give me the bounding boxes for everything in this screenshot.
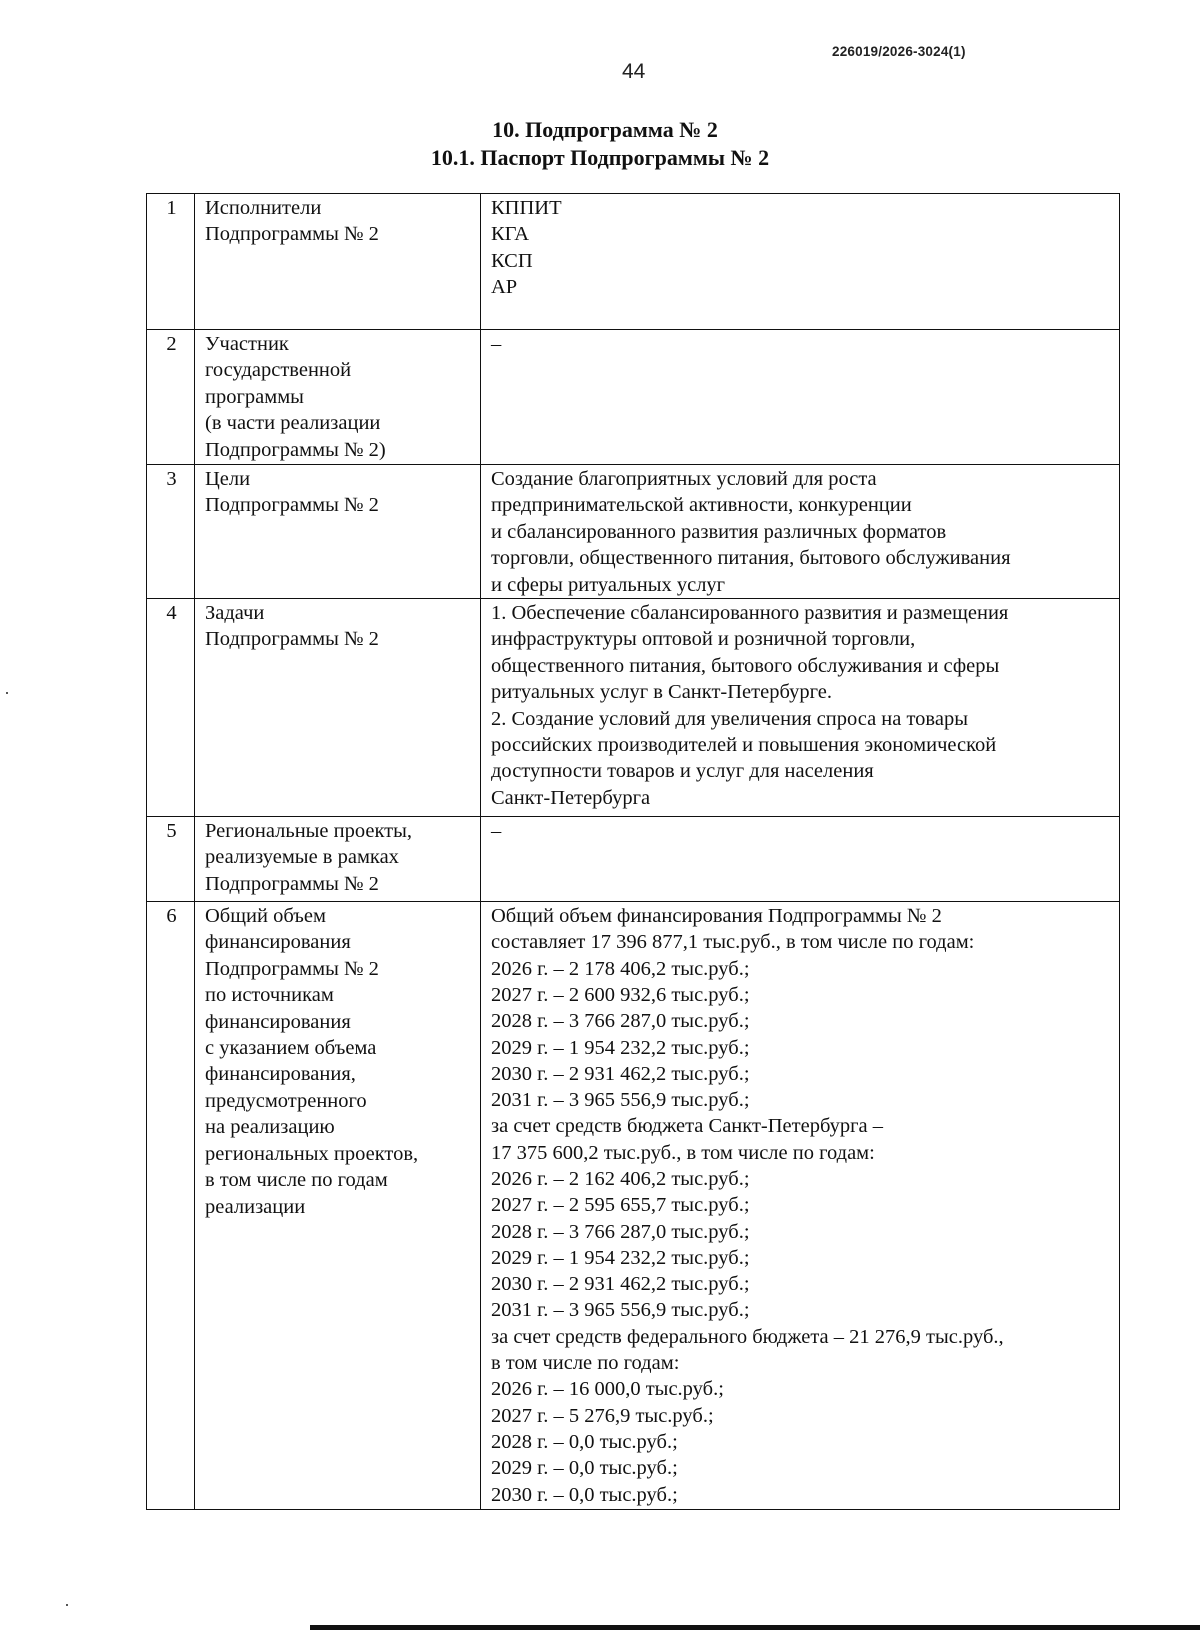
cell-text-line: Создание благоприятных условий для роста [491, 468, 877, 490]
row-label [195, 194, 481, 330]
cell-text-line: в том числе по годам [205, 1169, 388, 1192]
cell-text-line: региональных проектов, [205, 1142, 419, 1165]
row-value [481, 330, 1120, 465]
scan-speck [66, 1604, 68, 1606]
cell-text-line: Региональные проекты, [205, 820, 413, 843]
cell-text-line: Задачи [205, 602, 265, 625]
cell-text-line: реализуемые в рамках [205, 846, 399, 869]
cell-text-line: финансирования, [205, 1063, 356, 1086]
cell-text-line: 2028 г. – 3 766 287,0 тыс.руб.; [491, 1220, 750, 1243]
row-number: 3 [147, 465, 195, 599]
cell-text-line: 2027 г. – 2 600 932,6 тыс.руб.; [491, 983, 750, 1006]
cell-text-line: 2027 г. – 2 595 655,7 тыс.руб.; [491, 1194, 750, 1217]
cell-text-line: 2026 г. – 16 000,0 тыс.руб.; [491, 1378, 724, 1401]
cell-text-line: АР [491, 276, 518, 299]
row-value [481, 599, 1120, 817]
cell-text-line: за счет средств федерального бюджета – 21 276,9 тыс.руб., [491, 1325, 1004, 1348]
row-label [195, 599, 481, 817]
cell-text-line: составляет 17 396 877,1 тыс.руб., в том числе по годам: [491, 931, 975, 954]
cell-text-line: Санкт-Петербурга [491, 786, 651, 809]
cell-text-line: с указанием объема [205, 1037, 377, 1060]
cell-text-line: 2028 г. – 0,0 тыс.руб.; [491, 1430, 678, 1453]
row-number: 6 [147, 902, 195, 1510]
cell-text-line: Участник [205, 333, 289, 355]
cell-text-line: в том числе по годам: [491, 1352, 680, 1375]
section-heading [0, 116, 1200, 172]
cell-text-line: 2030 г. – 2 931 462,2 тыс.руб.; [491, 1062, 750, 1085]
cell-text-line: 2030 г. – 0,0 тыс.руб.; [491, 1483, 678, 1506]
cell-text-line: 17 375 600,2 тыс.руб., в том числе по годам: [491, 1141, 875, 1164]
cell-text-line: за счет средств бюджета Санкт-Петербурга – [491, 1115, 883, 1138]
cell-text-line: доступности товаров и услуг для населения [491, 760, 874, 783]
cell-text-line: 2031 г. – 3 965 556,9 тыс.руб.; [491, 1299, 750, 1322]
cell-text-line: 2030 г. – 2 931 462,2 тыс.руб.; [491, 1273, 750, 1296]
page-number: 44 [622, 60, 646, 83]
cell-text-line: 2029 г. – 0,0 тыс.руб.; [491, 1457, 678, 1480]
row-label [195, 902, 481, 1510]
cell-text-line: Общий объем [205, 905, 326, 928]
row-value [481, 194, 1120, 330]
section-subtitle: 10.1. Паспорт Подпрограммы № 2 [430, 145, 770, 170]
cell-text-line: КППИТ [491, 197, 562, 219]
cell-text-line: и сбалансированного развития различных форматов [491, 520, 947, 543]
cell-text-line: финансирования [205, 1010, 351, 1033]
cell-text-line: 2029 г. – 1 954 232,2 тыс.руб.; [491, 1036, 750, 1059]
cell-text-line: программы [205, 385, 304, 408]
row-number: 2 [147, 330, 195, 465]
cell-text-line: 2029 г. – 1 954 232,2 тыс.руб.; [491, 1246, 750, 1269]
table-row-executors [147, 194, 1120, 330]
cell-text-line: и сферы ритуальных услуг [491, 573, 726, 596]
cell-text-line: – [491, 820, 502, 843]
cell-text-line: 2031 г. – 3 965 556,9 тыс.руб.; [491, 1089, 750, 1112]
cell-text-line: 2026 г. – 2 162 406,2 тыс.руб.; [491, 1168, 750, 1190]
row-number: 5 [147, 817, 195, 902]
cell-text-line: Подпрограммы № 2) [205, 438, 386, 461]
cell-text-line: по источникам [205, 984, 334, 1007]
cell-text-line: – [491, 333, 502, 355]
cell-text-line: Подпрограммы № 2 [205, 628, 379, 651]
cell-text-line: финансирования [205, 931, 351, 954]
cell-text-line: на реализацию [205, 1116, 335, 1139]
cell-text-line: КСП [491, 249, 533, 272]
cell-text-line: 2. Создание условий для увеличения спроса на товары [491, 707, 968, 730]
cell-text-line: 2028 г. – 3 766 287,0 тыс.руб.; [491, 1010, 750, 1033]
cell-text-line: государственной [205, 359, 352, 382]
cell-text-line: инфраструктуры оптовой и розничной торговли, [491, 628, 916, 651]
row-label [195, 465, 481, 599]
cell-text-line: 1. Обеспечение сбалансированного развития и размещения [491, 602, 1009, 625]
row-number: 4 [147, 599, 195, 817]
cell-text-line: 2027 г. – 5 276,9 тыс.руб.; [491, 1404, 714, 1427]
row-value [481, 902, 1120, 1510]
cell-text-line: ритуальных услуг в Санкт-Петербурге. [491, 681, 832, 704]
cell-text-line: Цели [205, 468, 251, 490]
cell-text-line: Подпрограммы № 2 [205, 872, 379, 895]
cell-text-line: Общий объем финансирования Подпрограммы № 2 [491, 905, 942, 928]
table-row-regional-projects [147, 817, 1120, 902]
cell-text-line: Исполнители [205, 197, 322, 219]
row-value [481, 465, 1120, 599]
section-title: 10. Подпрограмма № 2 [492, 117, 718, 142]
cell-text-line: торговли, общественного питания, бытового обслуживания [491, 547, 1011, 570]
passport-table-body [147, 194, 1120, 1510]
cell-text-line: КГА [491, 223, 530, 246]
cell-text-line: Подпрограммы № 2 [205, 223, 379, 246]
cell-text-line: 2026 г. – 2 178 406,2 тыс.руб.; [491, 957, 750, 980]
cell-text-line: предусмотренного [205, 1089, 367, 1112]
table-row-goals [147, 465, 1120, 599]
cell-text-line: общественного питания, бытового обслуживания и сферы [491, 654, 1000, 677]
cell-text-line: реализации [205, 1195, 306, 1218]
registration-number: 226019/2026-3024(1) [832, 44, 966, 59]
row-value [481, 817, 1120, 902]
table-row-participant [147, 330, 1120, 465]
cell-text-line: Подпрограммы № 2 [205, 957, 379, 980]
cell-text-line: предпринимательской активности, конкуренции [491, 494, 912, 517]
cell-text-line: российских производителей и повышения экономической [491, 734, 997, 757]
scan-speck [6, 692, 8, 694]
cell-text-line: Подпрограммы № 2 [205, 494, 379, 517]
table-row-tasks [147, 599, 1120, 817]
row-number: 1 [147, 194, 195, 330]
subprogram-passport-table [146, 193, 1120, 1510]
scan-edge-strip [310, 1625, 1200, 1630]
row-label [195, 817, 481, 902]
table-row-funding [147, 902, 1120, 1510]
row-label [195, 330, 481, 465]
cell-text-line: (в части реализации [205, 412, 381, 435]
